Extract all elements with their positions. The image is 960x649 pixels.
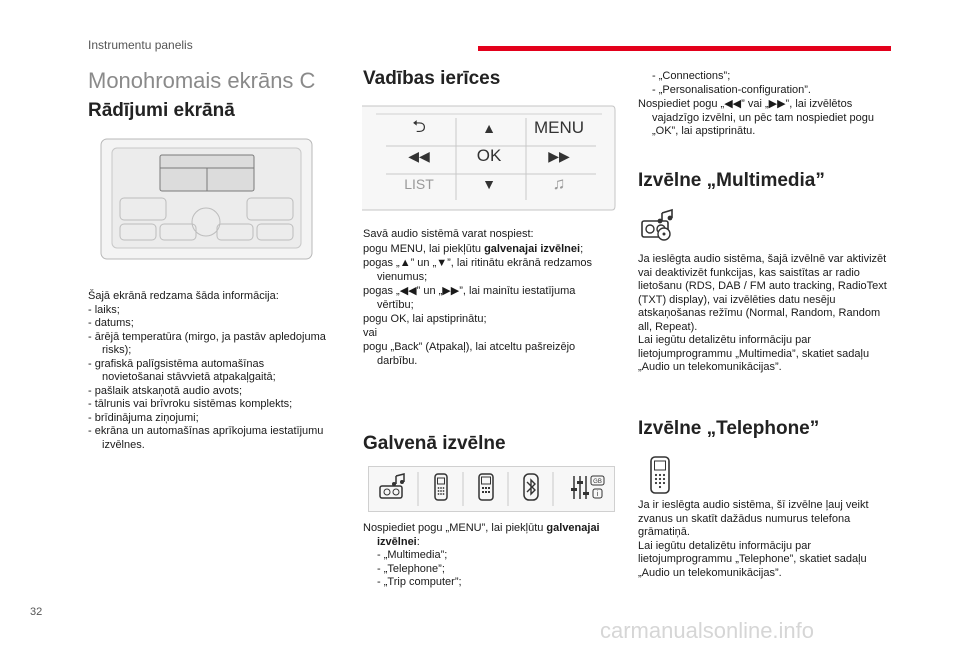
main-menu-icons-strip bbox=[368, 466, 615, 512]
list-item: pogas „◀◀” un „▶▶”, lai mainītu iestatījuma vērtību; bbox=[363, 285, 576, 311]
display-info-text bbox=[88, 290, 328, 452]
ok-button[interactable]: OK bbox=[476, 146, 502, 165]
list-item: - „Connections”; bbox=[652, 70, 731, 82]
or-text: vai bbox=[363, 326, 378, 339]
list-item: - „Trip computer”; bbox=[377, 576, 462, 588]
controls-intro: Savā audio sistēmā varat nospiest: bbox=[363, 228, 534, 240]
list-item: - laiks; bbox=[88, 303, 120, 316]
list-item: pogu OK, lai apstiprinātu; bbox=[363, 313, 487, 325]
list-item: - datums; bbox=[88, 317, 134, 329]
bluetooth-icon bbox=[514, 472, 548, 502]
controls-text bbox=[363, 228, 615, 368]
display-info-intro: Šajā ekrānā redzama šāda informācija: bbox=[88, 290, 279, 302]
list-item: - brīdinājuma ziņojumi; bbox=[88, 411, 199, 424]
monochrome-display-illustration bbox=[100, 138, 313, 260]
list-item: - ekrāna un automašīnas aprīkojuma iestatījumu izvēlnes. bbox=[88, 425, 324, 451]
forward-button[interactable]: ▶▶ bbox=[548, 147, 570, 164]
list-item: - pašlaik atskaņotā audio avots; bbox=[88, 384, 243, 397]
back-button[interactable]: ⮌ bbox=[412, 116, 426, 136]
section-heading-display: Rādījumi ekrānā bbox=[88, 100, 235, 121]
down-button[interactable]: ▼ bbox=[482, 176, 496, 192]
list-button[interactable]: LIST bbox=[404, 176, 434, 192]
section-heading-multimedia: Izvēlne „Multimedia” bbox=[638, 170, 825, 191]
section-heading-main-menu: Galvenā izvēlne bbox=[363, 433, 506, 454]
rewind-button[interactable]: ◀◀ bbox=[408, 147, 430, 164]
multimedia-icon bbox=[376, 472, 410, 502]
list-item: pogas „▲” un „▼”, lai ritinātu ekrānā redzamos vienumus; bbox=[363, 257, 593, 283]
controls-grid bbox=[380, 111, 596, 201]
info-label: i bbox=[596, 491, 599, 498]
list-item: Nospiediet pogu „◀◀” vai „▶▶”, lai izvēlētos vajadzīgo izvēlni, un pēc tam nospiediet pogu „OK”, lai apstiprinātu. bbox=[638, 98, 874, 137]
page-number: 32 bbox=[30, 606, 43, 618]
list-item: - „Personalisation-configuration”. bbox=[652, 83, 811, 96]
up-button[interactable]: ▲ bbox=[482, 120, 496, 136]
list-item: pogu „Back” (Atpakaļ), lai atceltu pašreizējo darbību. bbox=[363, 341, 576, 367]
multimedia-text bbox=[638, 253, 888, 375]
header-accent-bar bbox=[478, 46, 891, 51]
telephone-description: Ja ir ieslēgta audio sistēma, šī izvēlne ļauj veikt zvanus un skatīt dažādus numurus telefona grāmatiņā. bbox=[638, 499, 869, 538]
page-title: Monohromais ekrāns C bbox=[88, 68, 316, 93]
list-item: - „Multimedia”; bbox=[377, 549, 448, 561]
main-menu-text bbox=[363, 521, 615, 590]
phone-icon bbox=[424, 472, 458, 502]
telephone-text bbox=[638, 499, 890, 580]
music-note-icon[interactable]: ♫ bbox=[552, 174, 566, 193]
trip-computer-icon bbox=[469, 472, 503, 502]
watermark: carmanualsonline.info bbox=[600, 618, 815, 643]
telephone-reference: Lai iegūtu detalizētu informāciju par lietojumprogrammu „Telephone”, skatiet sadaļu „Audio un telekomunikācijas”. bbox=[638, 539, 867, 579]
section-heading-controls: Vadības ierīces bbox=[363, 68, 501, 89]
list-item: Nospiediet pogu „MENU”, lai piekļūtu galvenajai izvēlnei: bbox=[363, 522, 600, 548]
list-item: - „Telephone”; bbox=[377, 562, 445, 575]
section-title: Instrumentu panelis bbox=[88, 38, 193, 52]
gb-label: GB bbox=[593, 479, 602, 485]
section-heading-telephone: Izvēlne „Telephone” bbox=[638, 418, 820, 439]
phone-icon bbox=[649, 456, 671, 499]
multimedia-reference: Lai iegūtu detalizētu informāciju par lietojumprogrammu „Multimedia”, skatiet sadaļu „Audio un telekomunikācijas”. bbox=[638, 334, 870, 373]
list-item: - ārējā temperatūra (mirgo, ja pastāv apledojuma risks); bbox=[88, 330, 326, 356]
settings-sliders-icon bbox=[568, 472, 608, 502]
list-item: pogu MENU, lai piekļūtu galvenajai izvēlnei; bbox=[363, 242, 584, 255]
menu-continued-text bbox=[638, 70, 888, 139]
multimedia-icon bbox=[640, 207, 680, 248]
menu-button[interactable]: MENU bbox=[533, 118, 585, 137]
list-item: - grafiskā palīgsistēma automašīnas novietošanai stāvvietā atpakaļgaitā; bbox=[88, 357, 276, 383]
multimedia-description: Ja ieslēgta audio sistēma, šajā izvēlnē var aktivizēt vai deaktivizēt funkcijas, kas saistītas ar radio lietošanu (RDS, DAB / FM auto tracking, RadioText (TXT) display), vai izvēlēties datu nesēju atskaņošanas režīmu (Normal, Random, Random all, Repeat). bbox=[638, 253, 887, 333]
list-item: - tālrunis vai brīvroku sistēmas komplekts; bbox=[88, 398, 293, 410]
